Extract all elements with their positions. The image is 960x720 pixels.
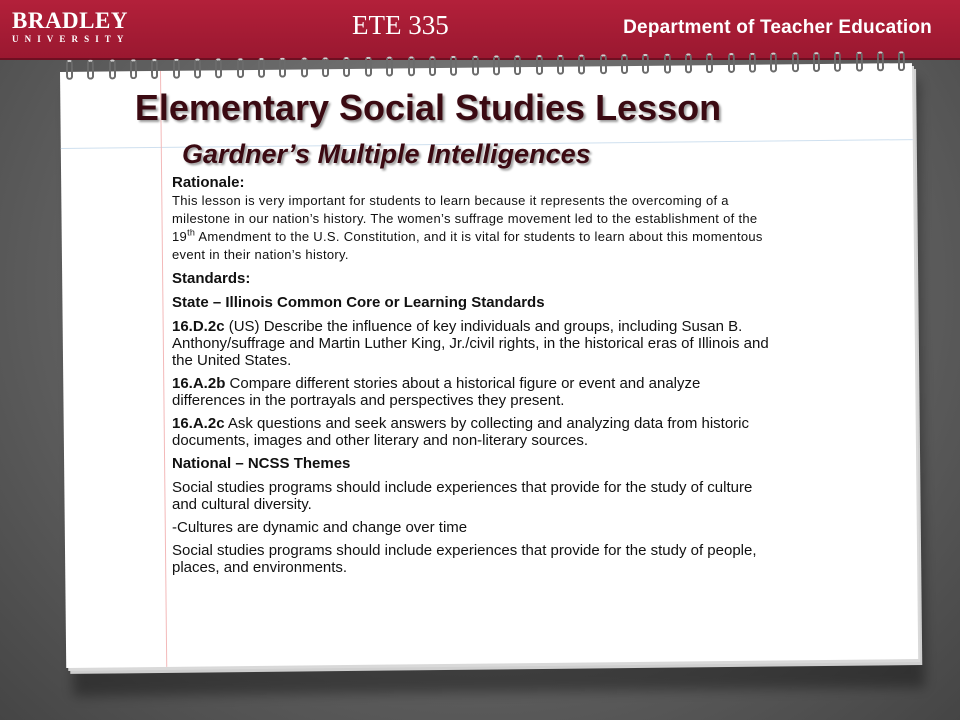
standard-text: (US) Describe the influence of key individuals and groups, including Susan B. Anthony/suffrage and Martin Luther King, Jr./civil rights, in the historical eras of Illinois and the United States. <box>172 318 769 369</box>
spiral-ring <box>856 52 863 72</box>
spiral-ring <box>557 55 564 75</box>
standard-code: 16.A.2c <box>172 415 225 432</box>
spiral-ring <box>237 58 244 78</box>
spiral-ring <box>450 56 457 76</box>
rationale-heading: Rationale: <box>172 174 245 191</box>
rationale-text-part2: Amendment to the U.S. Constitution, and it is vital for students to learn about this momentous event in their nation’s history. <box>172 229 763 262</box>
spiral-ring <box>386 57 393 77</box>
rationale-text-part1: This lesson is very important for students to learn because it represents the overcoming of a milestone in our nation’s history. The women’s suffrage movement led to the establishment of the 19 <box>172 193 758 244</box>
header-bar <box>0 0 960 60</box>
spiral-ring <box>621 54 628 74</box>
standard-code: 16.A.2b <box>172 375 226 392</box>
spiral-ring <box>279 58 286 78</box>
course-code: ETE 335 <box>352 10 449 40</box>
spiral-ring <box>87 60 94 80</box>
slide-title: Elementary Social Studies Lesson <box>134 87 722 128</box>
spiral-ring <box>194 59 201 79</box>
department-name: Department of Teacher Education <box>623 17 932 38</box>
spiral-ring <box>642 54 649 74</box>
spiral-ring <box>813 52 820 72</box>
spiral-ring <box>727 53 734 73</box>
spiral-ring <box>215 58 222 78</box>
spiral-ring <box>749 53 756 73</box>
spiral-ring <box>770 52 777 72</box>
spiral-ring <box>130 59 137 79</box>
slide-subtitle: Gardner’s Multiple Intelligences <box>182 139 591 169</box>
logo-sub-text: UNIVERSITY <box>12 34 130 44</box>
spiral-ring <box>429 56 436 76</box>
bradley-logo <box>12 9 130 44</box>
spiral-ring <box>663 54 670 74</box>
standard-item <box>172 415 770 449</box>
spiral-ring <box>322 57 329 77</box>
margin-line <box>160 71 167 667</box>
standard-item <box>172 318 770 369</box>
standard-text: Compare different stories about a historical figure or event and analyze differences in the portrayals and perspectives they present. <box>172 375 701 409</box>
spiral-ring <box>301 57 308 77</box>
national-item: Social studies programs should include experiences that provide for the study of culture and cultural diversity. <box>172 479 753 513</box>
spiral-ring <box>173 59 180 79</box>
standard-code: 16.D.2c <box>172 318 225 335</box>
spiral-ring <box>599 54 606 74</box>
spiral-ring <box>471 56 478 76</box>
rationale-text <box>172 192 770 264</box>
logo-main-text: BRADLEY <box>12 8 128 33</box>
spiral-ring <box>706 53 713 73</box>
standard-text: Ask questions and seek answers by collecting and analyzing data from historic documents, images and other literary and non-literary sources. <box>172 415 749 449</box>
state-standards-heading: State – Illinois Common Core or Learning Standards <box>172 294 545 311</box>
spiral-ring <box>578 55 585 75</box>
spiral-ring <box>151 59 158 79</box>
spiral-ring <box>109 59 116 79</box>
spiral-ring <box>66 60 73 80</box>
spiral-ring <box>792 52 799 72</box>
national-item: -Cultures are dynamic and change over time <box>172 519 468 536</box>
spiral-ring <box>898 51 905 71</box>
spiral-ring <box>365 57 372 77</box>
spiral-ring <box>834 52 841 72</box>
rationale-superscript: th <box>187 227 196 238</box>
standards-heading: Standards: <box>172 270 251 287</box>
spiral-ring <box>258 58 265 78</box>
national-item: Social studies programs should include experiences that provide for the study of people, places, and environments. <box>172 542 757 576</box>
spiral-ring <box>343 57 350 77</box>
spiral-ring <box>535 55 542 75</box>
national-standards-heading: National – NCSS Themes <box>172 455 351 472</box>
spiral-ring <box>407 56 414 76</box>
spiral-ring <box>685 53 692 73</box>
standard-item <box>172 375 770 409</box>
spiral-ring <box>514 55 521 75</box>
spiral-ring <box>493 55 500 75</box>
spiral-ring <box>877 51 884 71</box>
slide-content <box>172 174 770 576</box>
